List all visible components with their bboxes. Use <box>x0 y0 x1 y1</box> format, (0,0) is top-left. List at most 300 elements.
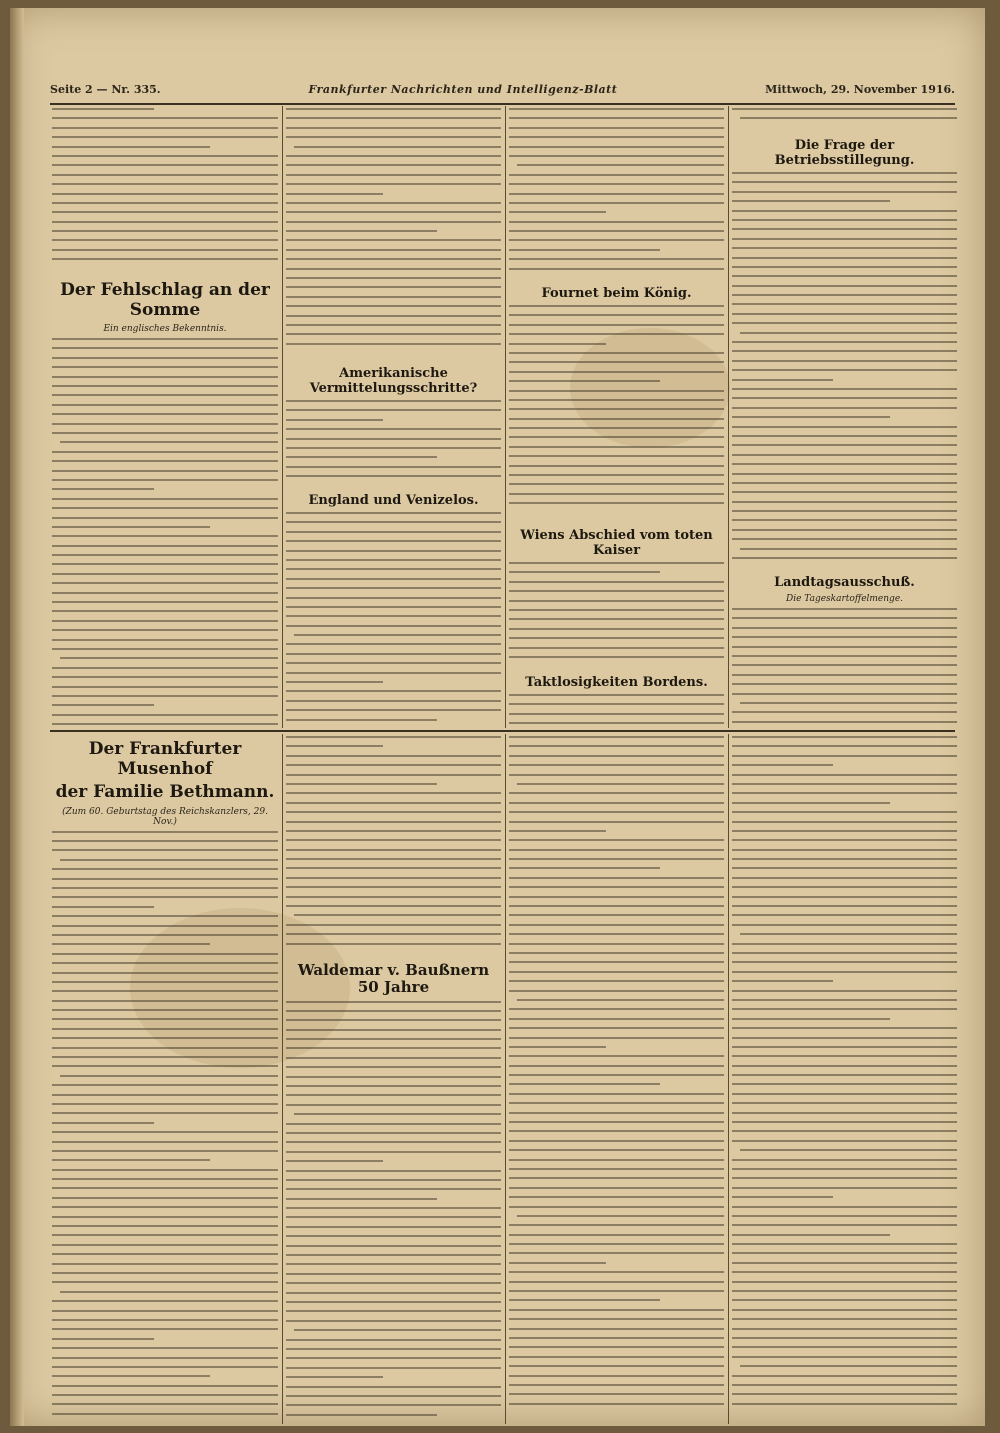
column-4-lower <box>732 736 957 1421</box>
text-line <box>509 774 724 776</box>
text-line <box>52 1131 278 1133</box>
text-line <box>732 886 957 888</box>
text-line <box>286 1386 501 1388</box>
text-line <box>732 839 957 841</box>
text-line <box>52 704 154 706</box>
text-line <box>52 1122 154 1124</box>
text-line <box>52 1300 278 1302</box>
text-line <box>52 990 278 992</box>
text-line <box>732 1018 890 1020</box>
text-line <box>509 221 724 223</box>
text-line <box>52 1169 278 1171</box>
text-line <box>740 1149 957 1151</box>
text-line <box>732 1168 957 1170</box>
text-line <box>740 933 957 935</box>
text-line <box>732 1262 957 1264</box>
text-line <box>509 1065 724 1067</box>
text-line <box>517 164 724 166</box>
text-line <box>732 646 957 648</box>
article-headline-landtag: Landtagsausschuß. <box>774 575 915 590</box>
page-fold-shadow <box>10 8 24 1426</box>
text-line <box>509 924 724 926</box>
text-line <box>732 360 957 362</box>
text-line <box>52 545 278 547</box>
text-line <box>286 783 437 785</box>
text-line <box>294 914 501 916</box>
text-line <box>509 1196 724 1198</box>
text-line <box>52 1272 278 1274</box>
text-line <box>60 1075 278 1077</box>
text-line <box>509 933 724 935</box>
text-line <box>732 510 957 512</box>
text-line <box>517 999 724 1001</box>
text-line <box>286 1207 501 1209</box>
article-headline-wien: Wiens Abschied vom toten Kaiser <box>520 528 713 558</box>
text-line <box>286 1188 501 1190</box>
text-line <box>286 1085 501 1087</box>
text-line <box>286 258 501 260</box>
text-line <box>509 1121 724 1123</box>
text-line <box>286 1245 501 1247</box>
text-line <box>732 608 957 610</box>
text-line <box>509 1290 724 1292</box>
text-line <box>509 1356 724 1358</box>
text-line <box>52 211 278 213</box>
text-line <box>509 1375 724 1377</box>
text-line <box>294 634 501 636</box>
text-line <box>509 1093 724 1095</box>
text-line <box>509 839 724 841</box>
text-line <box>52 1206 278 1208</box>
text-line <box>286 690 501 692</box>
text-line <box>732 444 957 446</box>
text-line <box>286 438 501 440</box>
text-line <box>509 1112 724 1114</box>
text-line <box>286 1320 501 1322</box>
text-line <box>732 407 957 409</box>
article-headline-amerika: Amerikanische Vermittelungsschritte? <box>309 366 478 396</box>
text-line <box>52 1056 278 1058</box>
text-line <box>509 703 724 705</box>
text-line <box>286 1029 501 1031</box>
text-line <box>52 258 278 260</box>
text-line <box>286 512 501 514</box>
text-line <box>732 664 957 666</box>
article-headline-borden: Taktlosigkeiten Bordens. <box>525 675 708 690</box>
text-line <box>732 980 833 982</box>
text-line <box>509 1046 606 1048</box>
text-line <box>732 1130 957 1132</box>
text-line <box>52 146 210 148</box>
text-line <box>52 164 278 166</box>
text-line <box>509 202 724 204</box>
text-line <box>732 811 957 813</box>
text-line <box>732 971 957 973</box>
text-line <box>286 521 501 523</box>
text-line <box>52 906 154 908</box>
text-line <box>732 711 957 713</box>
text-line <box>732 905 957 907</box>
column-separator <box>728 106 729 728</box>
text-line <box>52 423 278 425</box>
text-line <box>52 582 278 584</box>
text-line <box>52 554 278 556</box>
text-line <box>286 475 501 477</box>
text-line <box>509 465 724 467</box>
text-line <box>286 821 501 823</box>
text-line <box>286 597 501 599</box>
text-line <box>286 1339 501 1341</box>
column-1-upper <box>52 108 278 726</box>
text-line <box>286 792 501 794</box>
text-line <box>52 347 278 349</box>
text-line <box>286 924 501 926</box>
article-body <box>732 108 957 130</box>
text-line <box>286 1282 501 1284</box>
text-line <box>509 877 724 879</box>
text-line <box>286 606 501 608</box>
text-line <box>286 578 501 580</box>
text-line <box>52 849 278 851</box>
column-4-upper <box>732 108 957 726</box>
text-line <box>509 1159 724 1161</box>
text-line <box>732 529 957 531</box>
text-line <box>509 117 724 119</box>
text-line <box>509 736 724 738</box>
text-line <box>52 479 278 481</box>
text-line <box>509 146 724 148</box>
text-line <box>286 531 501 533</box>
text-line <box>509 1206 724 1208</box>
text-line <box>509 1224 724 1226</box>
text-line <box>732 674 957 676</box>
text-line <box>52 155 278 157</box>
article-subtitle-somme: Ein englisches Bekenntnis. <box>103 324 227 335</box>
text-line <box>509 324 724 326</box>
article-body <box>286 512 501 726</box>
text-line <box>509 399 724 401</box>
text-line <box>740 1365 957 1367</box>
text-line <box>732 501 957 503</box>
text-line <box>509 905 724 907</box>
text-line <box>294 1113 501 1115</box>
text-line <box>509 990 724 992</box>
text-line <box>509 1252 724 1254</box>
text-line <box>732 1159 957 1161</box>
text-line <box>286 466 501 468</box>
text-line <box>286 1273 501 1275</box>
text-line <box>286 117 501 119</box>
text-line <box>509 1177 724 1179</box>
text-line <box>509 183 724 185</box>
text-line <box>732 1112 957 1114</box>
text-line <box>52 193 278 195</box>
text-line <box>732 341 957 343</box>
text-line <box>52 573 278 575</box>
text-line <box>732 350 957 352</box>
text-line <box>52 1225 278 1227</box>
text-line <box>52 878 278 880</box>
text-line <box>286 1310 501 1312</box>
text-line <box>52 239 278 241</box>
text-line <box>732 454 957 456</box>
text-line <box>286 1170 501 1172</box>
text-line <box>732 693 957 695</box>
text-line <box>509 656 724 658</box>
text-line <box>286 1414 437 1416</box>
section-divider <box>50 730 955 732</box>
text-line <box>732 802 890 804</box>
text-line <box>52 394 278 396</box>
text-line <box>732 655 957 657</box>
text-line <box>286 1292 501 1294</box>
text-line <box>286 277 501 279</box>
text-line <box>732 1337 957 1339</box>
text-line <box>52 1328 278 1330</box>
text-line <box>286 625 501 627</box>
text-line <box>286 286 501 288</box>
text-line <box>509 1055 724 1057</box>
text-line <box>286 764 501 766</box>
text-line <box>732 1393 957 1395</box>
text-line <box>286 905 501 907</box>
text-line <box>509 571 660 573</box>
column-3-upper <box>509 108 724 726</box>
article-body <box>286 108 501 358</box>
text-line <box>286 333 501 335</box>
text-line <box>509 239 724 241</box>
text-line <box>286 456 437 458</box>
text-line <box>286 315 501 317</box>
text-line <box>509 108 724 110</box>
text-line <box>732 683 957 685</box>
text-line <box>286 164 501 166</box>
text-line <box>52 507 278 509</box>
text-line <box>732 1403 957 1405</box>
text-line <box>52 1366 278 1368</box>
article-body <box>52 831 278 1421</box>
text-line <box>732 426 957 428</box>
article-subtitle-landtag: Die Tageskartoffelmenge. <box>786 594 903 604</box>
text-line <box>509 1365 724 1367</box>
text-line <box>732 1037 957 1039</box>
text-line <box>509 1027 724 1029</box>
text-line <box>286 672 501 674</box>
text-line <box>286 681 383 683</box>
text-line <box>52 1347 278 1349</box>
text-line <box>732 1309 957 1311</box>
text-line <box>286 867 501 869</box>
text-line <box>52 915 278 917</box>
text-line <box>286 155 501 157</box>
text-line <box>732 519 957 521</box>
text-line <box>52 601 278 603</box>
text-line <box>732 172 957 174</box>
article-headline-betriebsstillegung: Die Frage der Betriebsstillegung. <box>774 138 915 168</box>
text-line <box>732 1215 957 1217</box>
newspaper-page <box>10 8 985 1426</box>
text-line <box>732 1384 957 1386</box>
text-line <box>732 1328 957 1330</box>
text-line <box>286 1367 501 1369</box>
text-line <box>52 470 278 472</box>
text-line <box>286 305 501 307</box>
text-line <box>509 694 724 696</box>
text-line <box>517 783 724 785</box>
text-line <box>52 943 210 945</box>
text-line <box>294 146 501 148</box>
text-line <box>509 755 724 757</box>
text-line <box>509 1037 724 1039</box>
text-line <box>732 210 957 212</box>
text-line <box>509 1346 724 1348</box>
text-line <box>52 981 278 983</box>
text-line <box>509 1309 724 1311</box>
text-line <box>509 849 724 851</box>
text-line <box>732 1187 957 1189</box>
text-line <box>286 1348 501 1350</box>
text-line <box>509 637 724 639</box>
text-line <box>286 419 383 421</box>
text-line <box>286 249 501 251</box>
text-line <box>509 446 724 448</box>
text-line <box>517 1215 724 1217</box>
text-line <box>732 745 957 747</box>
text-line <box>52 723 278 725</box>
text-line <box>52 338 278 340</box>
article-body <box>732 172 957 567</box>
text-line <box>509 1384 724 1386</box>
text-line <box>52 610 278 612</box>
text-line <box>286 1104 501 1106</box>
text-line <box>509 600 724 602</box>
text-line <box>509 258 724 260</box>
text-line <box>732 774 957 776</box>
text-line <box>52 896 278 898</box>
text-line <box>732 924 957 926</box>
text-line <box>732 1243 957 1245</box>
text-line <box>52 1094 278 1096</box>
text-line <box>286 136 501 138</box>
text-line <box>52 1028 278 1030</box>
text-line <box>286 662 501 664</box>
text-line <box>60 441 278 443</box>
text-line <box>286 1395 501 1397</box>
text-line <box>732 1055 957 1057</box>
text-line <box>286 700 501 702</box>
text-line <box>732 721 957 723</box>
text-line <box>286 755 501 757</box>
text-line <box>52 925 278 927</box>
article-headline-musenhof-line2: der Familie Bethmann. <box>55 782 275 803</box>
text-line <box>52 174 278 176</box>
text-line <box>52 1357 278 1359</box>
text-line <box>732 1346 957 1348</box>
article-body <box>286 736 501 954</box>
text-line <box>286 719 437 721</box>
text-line <box>286 1047 501 1049</box>
text-line <box>732 238 957 240</box>
text-line <box>286 540 501 542</box>
column-3-lower <box>509 736 724 1421</box>
text-line <box>286 587 501 589</box>
masthead-paper-name: Frankfurter Nachrichten und Intelligenz-Blatt <box>308 82 618 96</box>
article-body <box>52 338 278 726</box>
text-line <box>509 1018 724 1020</box>
text-line <box>286 239 501 241</box>
text-line <box>732 792 957 794</box>
text-line <box>509 230 724 232</box>
text-line <box>732 473 957 475</box>
text-line <box>732 999 957 1001</box>
text-line <box>732 435 957 437</box>
text-line <box>509 436 724 438</box>
text-line <box>732 200 890 202</box>
text-line <box>732 1196 833 1198</box>
text-line <box>509 1168 724 1170</box>
text-line <box>52 1084 278 1086</box>
text-line <box>286 811 501 813</box>
article-body <box>509 108 724 278</box>
text-line <box>509 502 724 504</box>
text-line <box>732 538 957 540</box>
text-line <box>286 193 383 195</box>
text-line <box>509 830 606 832</box>
text-line <box>52 1403 278 1405</box>
text-line <box>732 821 957 823</box>
text-line <box>286 933 501 935</box>
text-line <box>286 802 501 804</box>
text-line <box>509 427 724 429</box>
text-line <box>286 1235 501 1237</box>
text-line <box>732 867 957 869</box>
text-line <box>509 455 724 457</box>
text-line <box>52 695 278 697</box>
text-line <box>286 1263 501 1265</box>
text-line <box>286 324 501 326</box>
text-line <box>286 774 501 776</box>
text-line <box>509 1187 724 1189</box>
text-line <box>509 961 724 963</box>
text-line <box>509 1102 724 1104</box>
text-line <box>509 305 724 307</box>
text-line <box>509 1234 724 1236</box>
text-line <box>509 764 724 766</box>
text-line <box>52 202 278 204</box>
text-line <box>52 535 278 537</box>
text-line <box>732 491 957 493</box>
text-line <box>52 1263 278 1265</box>
text-line <box>286 1019 501 1021</box>
text-line <box>286 1226 501 1228</box>
text-line <box>294 1329 501 1331</box>
text-line <box>509 952 724 954</box>
text-line <box>52 1141 278 1143</box>
text-line <box>509 562 724 564</box>
text-line <box>732 388 957 390</box>
text-line <box>509 361 724 363</box>
text-line <box>509 971 724 973</box>
text-line <box>286 1001 501 1003</box>
text-line <box>509 867 660 869</box>
text-line <box>732 322 957 324</box>
text-line <box>509 1140 724 1142</box>
text-line <box>509 1243 724 1245</box>
text-line <box>286 1066 501 1068</box>
text-line <box>509 155 724 157</box>
text-line <box>732 849 957 851</box>
text-line <box>52 488 154 490</box>
